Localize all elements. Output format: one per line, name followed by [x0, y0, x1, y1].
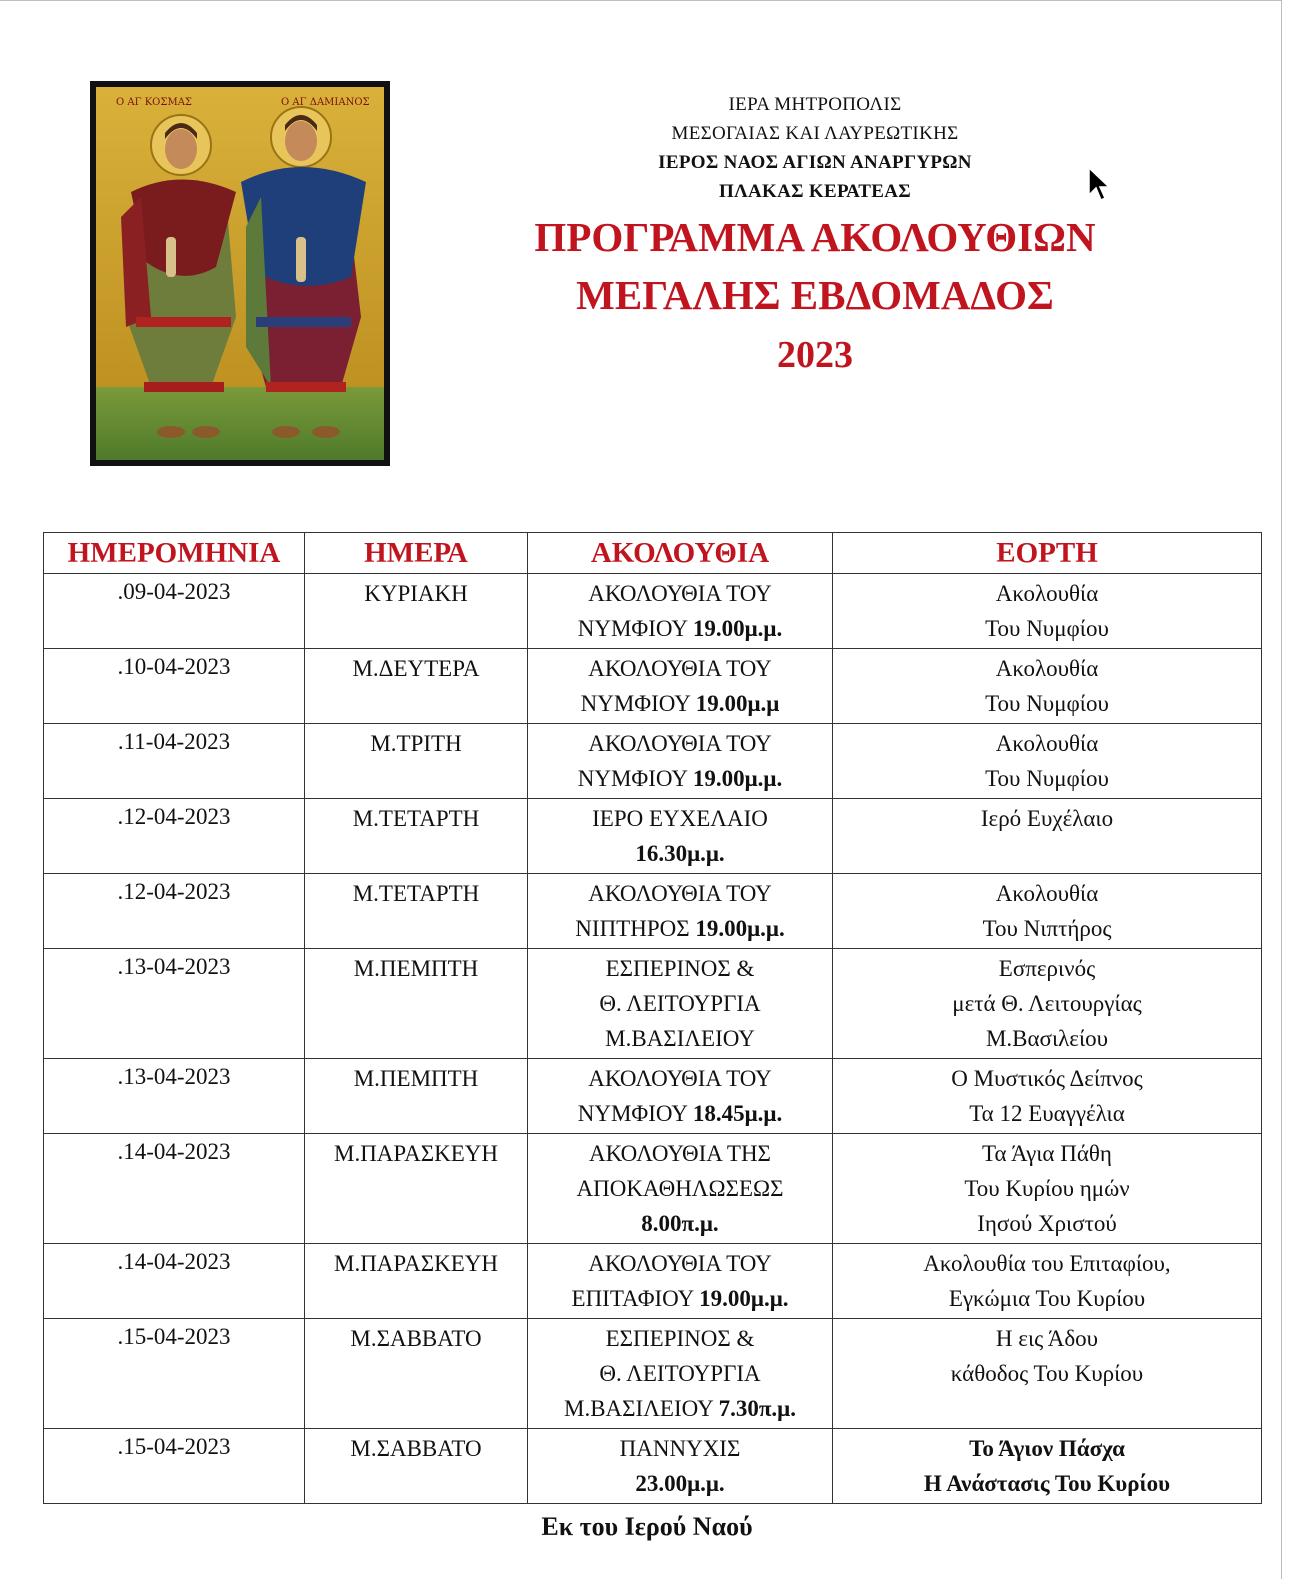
cell-feast [833, 1244, 1262, 1319]
service-time: 19.00μ.μ. [699, 1286, 789, 1311]
feast-line: Ιησού Χριστού [977, 1211, 1117, 1236]
table-row [44, 724, 1262, 799]
service-line: ΝΙΠΤΗΡΟΣ [575, 916, 690, 941]
feast-line: Το Άγιον Πάσχα [969, 1436, 1125, 1461]
cell-service [528, 1059, 833, 1134]
service-line: Μ.ΒΑΣΙΛΕΙΟΥ [564, 1396, 713, 1421]
cell-day: Μ.ΠΕΜΠΤΗ [305, 1059, 528, 1134]
service-line: ΑΠΟΚΑΘΗΛΩΣΕΩΣ [576, 1176, 784, 1201]
cell-date: .12-04-2023 [44, 874, 305, 949]
cell-day: Μ.ΠΑΡΑΣΚΕΥΗ [305, 1244, 528, 1319]
service-line: ΕΣΠΕΡΙΝΟΣ & [605, 1326, 755, 1351]
service-line: ΑΚΟΛΟΥΘΙΑ ΤΟΥ [588, 581, 772, 606]
inscription-left: Ο ΑΓ ΚΟΣΜΑΣ [116, 97, 192, 108]
feast-line: Η εις Άδου [995, 1326, 1099, 1351]
service-line: ΑΚΟΛΟΥΘΙΑ ΤΟΥ [588, 1066, 772, 1091]
service-line: ΝΥΜΦΙΟΥ [577, 1101, 688, 1126]
cell-service [528, 574, 833, 649]
header-service: ΑΚΟΛΟΥΘΙΑ [528, 533, 833, 574]
table-row [44, 1134, 1262, 1244]
service-line: ΠΑΝΝΥΧΙΣ [619, 1436, 741, 1461]
table-row [44, 949, 1262, 1059]
service-time: 16.30μ.μ. [635, 841, 725, 866]
header-date: ΗΜΕΡΟΜΗΝΙΑ [44, 533, 305, 574]
feast-line: Ακολουθία [995, 881, 1099, 906]
title-line-1: ΠΡΟΓΡΑΜΜΑ ΑΚΟΛΟΥΘΙΩΝ [534, 214, 1096, 260]
table-row [44, 574, 1262, 649]
cell-service [528, 1134, 833, 1244]
cell-day: Μ.ΤΡΙΤΗ [305, 724, 528, 799]
feast-line: Ακολουθία του Επιταφίου, [923, 1251, 1171, 1276]
cell-date: .15-04-2023 [44, 1429, 305, 1504]
cell-day: Μ.ΣΑΒΒΑΤΟ [305, 1429, 528, 1504]
cell-date: .10-04-2023 [44, 649, 305, 724]
service-line: ΕΠΙΤΑΦΙΟΥ [571, 1286, 694, 1311]
service-line: ΑΚΟΛΟΥΘΙΑ ΤΟΥ [588, 656, 772, 681]
cell-date: .12-04-2023 [44, 799, 305, 874]
service-line: Μ.ΒΑΣΙΛΕΙΟΥ [605, 1026, 755, 1051]
cell-service [528, 1319, 833, 1429]
service-time: 8.00π.μ. [641, 1211, 719, 1236]
cell-feast [833, 1319, 1262, 1429]
cell-service [528, 724, 833, 799]
cell-day: Μ.ΤΕΤΑΡΤΗ [305, 799, 528, 874]
feast-line: Του Νυμφίου [985, 691, 1109, 716]
service-line: ΕΣΠΕΡΙΝΟΣ & [605, 956, 755, 981]
service-time: 7.30π.μ. [718, 1396, 796, 1421]
service-line: ΑΚΟΛΟΥΘΙΑ ΤΟΥ [588, 1251, 772, 1276]
footer-signature: Εκ του Ιερού Ναού [541, 1512, 753, 1541]
feast-line: Η Ανάστασις Του Κυρίου [923, 1471, 1171, 1496]
feast-line: Του Νυμφίου [985, 616, 1109, 641]
service-time: 19.00μ.μ. [692, 616, 783, 641]
cell-feast [833, 574, 1262, 649]
feast-line: Εσπερινός [998, 956, 1096, 981]
cell-feast [833, 1134, 1262, 1244]
feast-line: Εγκώμια Του Κυρίου [948, 1286, 1146, 1311]
cell-date: .13-04-2023 [44, 1059, 305, 1134]
cell-day: Μ.ΠΕΜΠΤΗ [305, 949, 528, 1059]
header-feast: ΕΟΡΤΗ [833, 533, 1262, 574]
saints-cosmas-damian-icon [96, 87, 384, 460]
header-line-2: ΜΕΣΟΓΑΙΑΣ ΚΑΙ ΛΑΥΡΕΩΤΙΚΗΣ [671, 123, 959, 144]
cell-date: .09-04-2023 [44, 574, 305, 649]
feast-line: μετά Θ. Λειτουργίας [952, 991, 1142, 1016]
header-line-1: ΙΕΡΑ ΜΗΤΡΟΠΟΛΙΣ [728, 94, 902, 115]
service-line: ΝΥΜΦΙΟΥ [577, 616, 688, 641]
cell-feast [833, 799, 1262, 874]
cell-service [528, 649, 833, 724]
header-day: ΗΜΕΡΑ [305, 533, 528, 574]
cell-day: Μ.ΣΑΒΒΑΤΟ [305, 1319, 528, 1429]
cell-service [528, 949, 833, 1059]
table-row [44, 1319, 1262, 1429]
table-row [44, 1244, 1262, 1319]
cell-day: Μ.ΤΕΤΑΡΤΗ [305, 874, 528, 949]
cell-service [528, 874, 833, 949]
table-row [44, 799, 1262, 874]
service-time: 19.00μ.μ [695, 691, 780, 716]
cell-service [528, 799, 833, 874]
cell-feast [833, 1059, 1262, 1134]
header-line-4: ΠΛΑΚΑΣ ΚΕΡΑΤΕΑΣ [719, 181, 911, 202]
saints-icon-image [90, 81, 390, 466]
feast-line: κάθοδος Του Κυρίου [950, 1361, 1144, 1386]
feast-line: Του Κυρίου ημών [964, 1176, 1130, 1201]
table-row [44, 1429, 1262, 1504]
cell-date: .15-04-2023 [44, 1319, 305, 1429]
table-header-row [44, 533, 1262, 574]
table-row [44, 649, 1262, 724]
cell-service [528, 1429, 833, 1504]
service-line: ΑΚΟΛΟΥΘΙΑ ΤΗΣ [589, 1141, 771, 1166]
feast-line: Τα 12 Ευαγγέλια [969, 1101, 1125, 1126]
service-line: ΑΚΟΛΟΥΘΙΑ ΤΟΥ [588, 731, 772, 756]
mouse-pointer-icon [1088, 167, 1110, 203]
feast-line: Ιερό Ευχέλαιο [980, 806, 1114, 831]
feast-line: Ακολουθία [995, 656, 1099, 681]
cell-service [528, 1244, 833, 1319]
cell-day: Μ.ΠΑΡΑΣΚΕΥΗ [305, 1134, 528, 1244]
service-time: 19.00μ.μ. [692, 766, 783, 791]
service-line: ΝΥΜΦΙΟΥ [577, 766, 688, 791]
cell-feast [833, 724, 1262, 799]
inscription-right: Ο ΑΓ ΔΑΜΙΑΝΟΣ [281, 97, 370, 108]
cell-date: .13-04-2023 [44, 949, 305, 1059]
feast-line: Τα Άγια Πάθη [982, 1141, 1112, 1166]
cell-day: Μ.ΔΕΥΤΕΡΑ [305, 649, 528, 724]
cell-date: .14-04-2023 [44, 1134, 305, 1244]
title-line-2: ΜΕΓΑΛΗΣ ΕΒΔΟΜΑΔΟΣ [576, 272, 1054, 318]
cell-feast [833, 1429, 1262, 1504]
cell-feast [833, 874, 1262, 949]
service-line: ΝΥΜΦΙΟΥ [580, 691, 691, 716]
cell-feast [833, 949, 1262, 1059]
cell-date: .11-04-2023 [44, 724, 305, 799]
feast-line: Ακολουθία [995, 731, 1099, 756]
schedule-table [43, 532, 1262, 1504]
feast-line: Του Νυμφίου [985, 766, 1109, 791]
service-time: 23.00μ.μ. [635, 1471, 725, 1496]
table-row [44, 874, 1262, 949]
service-line: ΑΚΟΛΟΥΘΙΑ ΤΟΥ [588, 881, 772, 906]
service-line: ΙΕΡΟ ΕΥΧΕΛΑΙΟ [592, 806, 768, 831]
header-line-3: ΙΕΡΟΣ ΝΑΟΣ ΑΓΙΩΝ ΑΝΑΡΓΥΡΩΝ [658, 152, 972, 173]
title-year: 2023 [777, 334, 853, 376]
service-time: 19.00μ.μ. [695, 916, 785, 941]
feast-line: Μ.Βασιλείου [985, 1026, 1109, 1051]
table-row [44, 1059, 1262, 1134]
cell-date: .14-04-2023 [44, 1244, 305, 1319]
feast-line: Ακολουθία [995, 581, 1099, 606]
cell-feast [833, 649, 1262, 724]
feast-line: Ο Μυστικός Δείπνος [951, 1066, 1143, 1091]
service-line: Θ. ΛΕΙΤΟΥΡΓΙΑ [599, 1361, 761, 1386]
service-line: Θ. ΛΕΙΤΟΥΡΓΙΑ [599, 991, 761, 1016]
cell-day: ΚΥΡΙΑΚΗ [305, 574, 528, 649]
service-time: 18.45μ.μ. [692, 1101, 783, 1126]
feast-line: Του Νιπτήρος [982, 916, 1112, 941]
